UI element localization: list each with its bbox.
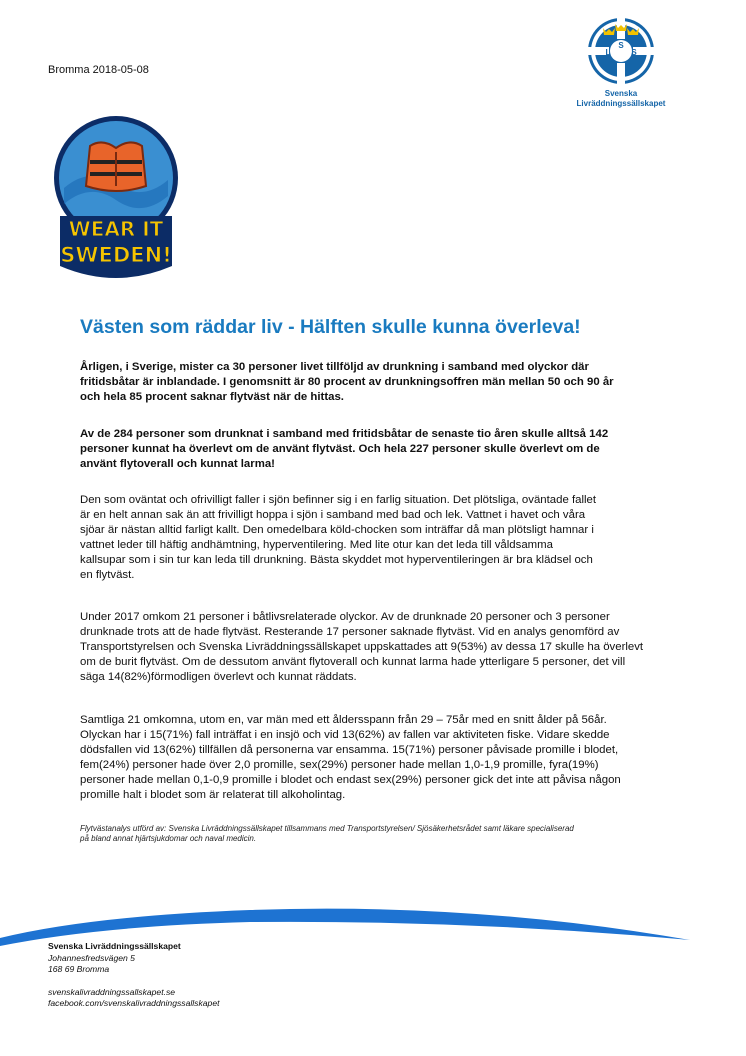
text-line: säga 14(82%)förmodligen överlevt och kunnat räddats. <box>80 671 357 683</box>
footer-contact <box>48 941 220 1010</box>
text-line: Årligen, i Sverige, mister ca 30 personer livet tillföljd av drunkning i samband med olyckor där <box>80 361 589 373</box>
text-line: sjöar är nästan alltid farligt kallt. Den omedelbara köld-chocken som inträffar då man plötsligt hamnar i <box>80 524 594 536</box>
badge-line-2: SWEDEN! <box>60 243 172 267</box>
logo-letter-1: S <box>618 41 624 50</box>
text-line: Den som oväntat och ofrivilligt faller i sjön befinner sig i en farlig situation. Det plötsliga, oväntade fallet <box>80 494 597 506</box>
footer-facebook-link[interactable]: facebook.com/svenskalivraddningssallskapet <box>48 998 220 1009</box>
lifebuoy-icon <box>562 8 680 88</box>
analysis-footnote <box>80 824 710 844</box>
document-date: Bromma 2018-05-08 <box>48 64 149 76</box>
body-paragraph-2 <box>80 610 680 685</box>
text-line: fritidsbåtar är inblandade. I genomsnitt är 80 procent av drunkningsoffren män mellan 50 och 90 år <box>80 376 614 388</box>
sls-logo-text: Svenska Livräddningssällskapet <box>576 89 666 108</box>
text-line: använt flytoverall och kunnat larma! <box>80 458 275 470</box>
article-title: Västen som räddar liv - Hälften skulle kunna överleva! <box>80 316 581 338</box>
text-line: vattnet leder till häftig andhämtning, hyperventilering. Med lite otur kan det leda till våldsamma <box>80 539 553 551</box>
text-line: Av de 284 personer som drunknat i samband med fritidsbåtar de senaste tio åren skulle alltså 142 <box>80 428 609 440</box>
intro-paragraph-2 <box>80 427 680 472</box>
text-line: en flytväst. <box>80 569 135 581</box>
life-vest-icon <box>86 142 146 191</box>
text-line: och hela 85 procent saknar flytväst när de hittas. <box>80 391 344 403</box>
footer-website-link[interactable]: svenskalivraddningssallskapet.se <box>48 986 176 997</box>
text-line: Under 2017 omkom 21 personer i båtlivsrelaterade olyckor. Av de drunknade 20 personer och 3 personer <box>80 611 610 623</box>
footer-org-name: Svenska Livräddningssällskapet <box>48 941 181 951</box>
footer-city: 168 69 Bromma <box>48 964 110 975</box>
body-paragraph-1 <box>80 493 680 583</box>
body-paragraph-3 <box>80 713 680 803</box>
text-line: personer hade mellan 0,1-0,9 promille i blodet och endast sex(29%) personer gick det inte att påvisa någon <box>80 774 621 786</box>
text-line: fem(24%) personer hade över 2,0 promille, sex(29%) personer hade mellan 1,0-1,9 promille, fyra(19%) <box>80 759 599 771</box>
logo-letter-2: L <box>605 48 611 57</box>
text-line: Transportstyrelsen och Svenska Livräddningssällskapet uppskattades att 9(53%) av dessa 17 skulle ha överlevt <box>80 641 644 653</box>
text-line: personer kunnat ha överlevt om de använt flytväst. Och hela 227 personer skulle överlevt om de <box>80 443 600 455</box>
footer-street: Johannesfredsvägen 5 <box>48 952 135 963</box>
logo-letter-3: S <box>631 48 637 57</box>
text-line: Flytvästanalys utförd av: Svenska Livräddningssällskapet tillsammans med Transportstyrelsen/ Sjösäkerhetsrådet samt läkare specialiserad <box>80 824 574 833</box>
text-line: promille halt i blodet som är relaterat till alkoholintag. <box>80 789 346 801</box>
text-line: dödsfallen vid 13(62%) tillfällen då personerna var ensamma. 15(71%) personer påvisade promille i blodet, <box>80 744 619 756</box>
text-line: Olyckan har i 15(71%) fall inträffat i en insjö och vid 13(62%) av fallen var aktiviteten fiske. Vidare skedde <box>80 729 610 741</box>
text-line: Samtliga 21 omkomna, utom en, var män med ett åldersspann från 29 – 75år med en snitt ålder på 56år. <box>80 714 607 726</box>
intro-paragraph-1 <box>80 360 680 405</box>
text-line: är en helt annan sak än att frivilligt hoppa i sjön i samband med bad och lek. Vattnet i havet och våra <box>80 509 586 521</box>
badge-line-1: WEAR IT <box>68 217 164 241</box>
text-line: om de burit flytväst. Om de dessutom använt flytoverall och kunnat larma hade ytterligare 5 personer, det vill <box>80 656 626 668</box>
text-line: kallsupar som i sin tur kan leda till drunkning. Bästa skyddet mot hyperventileringen är bra klädsel och <box>80 554 593 566</box>
sls-logo <box>562 8 680 108</box>
text-line: på bland annat hjärtsjukdomar och naval medicin. <box>80 834 257 843</box>
wear-it-sweden-badge <box>50 112 182 284</box>
text-line: drunknade trots att de hade flytväst. Resterande 17 personer saknade flytväst. Vid en analys genomförd av <box>80 626 620 638</box>
